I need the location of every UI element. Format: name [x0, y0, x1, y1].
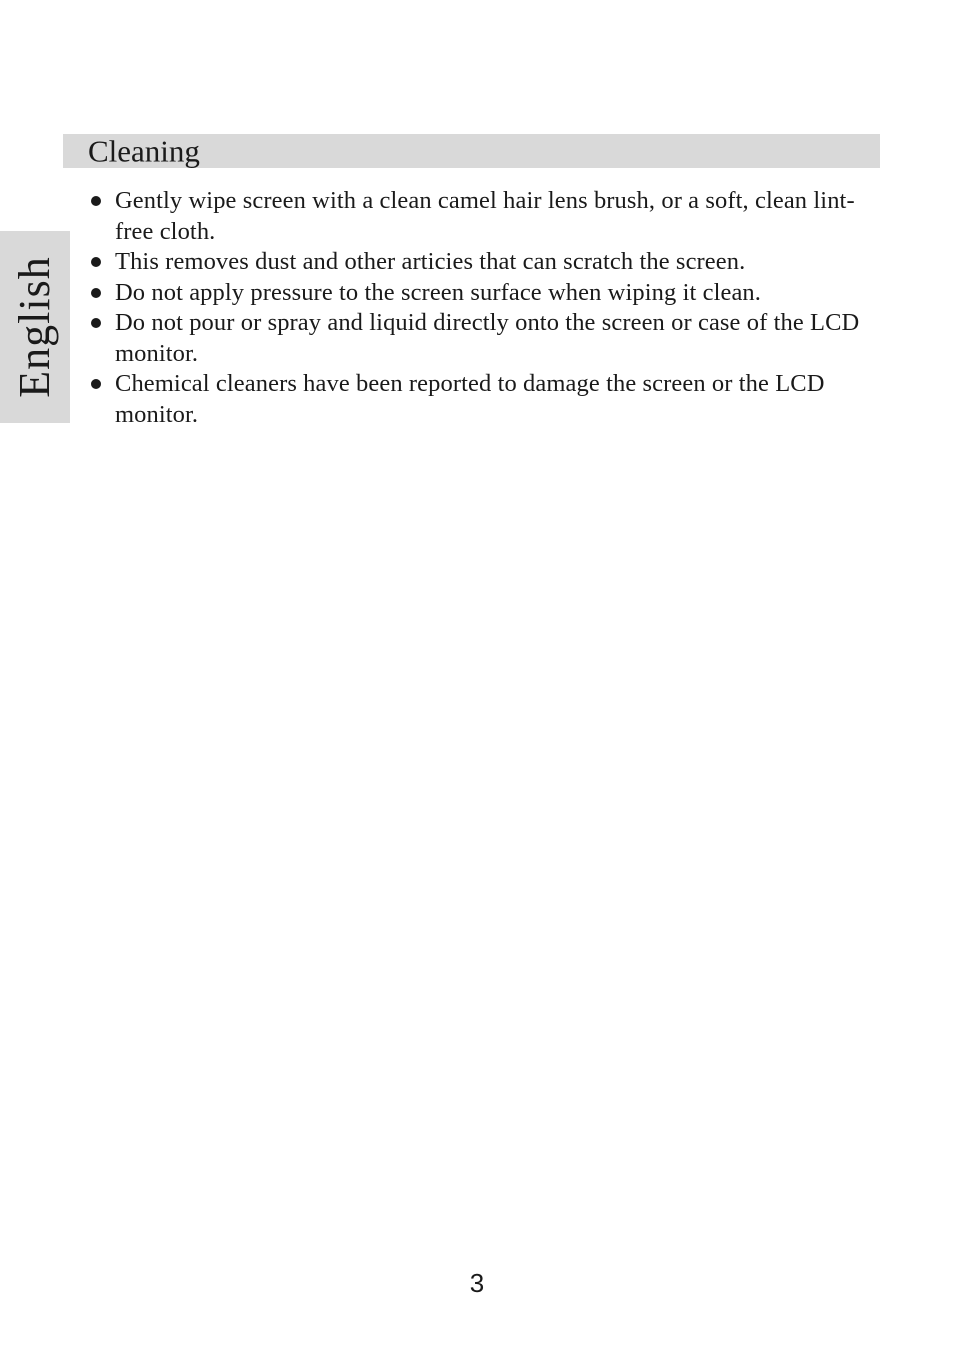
- list-item-text: This removes dust and other articies that can scratch the screen.: [115, 248, 746, 275]
- bullet-dot-icon: [91, 318, 101, 328]
- list-item-text: Do not apply pressure to the screen surface when wiping it clean.: [115, 278, 762, 306]
- list-item: [88, 308, 888, 369]
- list-item: [88, 247, 888, 278]
- section-title: Cleaning: [88, 133, 200, 169]
- bullet-dot-icon: [91, 196, 101, 206]
- language-side-tab: [0, 231, 70, 423]
- bullet-dot-icon: [91, 288, 101, 298]
- bullet-dot-icon: [91, 379, 101, 389]
- page-number: 3: [469, 1268, 485, 1298]
- list-item-text: Chemical cleaners have been reported to damage the screen or the LCD monitor.: [115, 370, 825, 428]
- bullet-dot-icon: [91, 257, 101, 267]
- list-item: [88, 278, 888, 309]
- list-item-text: Gently wipe screen with a clean camel hair lens brush, or a soft, clean lint-free cloth.: [115, 187, 855, 245]
- language-label: English: [10, 256, 59, 398]
- list-item: [88, 186, 888, 247]
- list-item: [88, 369, 888, 430]
- section-header-bar: [63, 134, 880, 168]
- list-item-text: Do not pour or spray and liquid directly onto the screen or case of the LCD monitor.: [115, 309, 860, 367]
- cleaning-instructions-list: [88, 186, 888, 430]
